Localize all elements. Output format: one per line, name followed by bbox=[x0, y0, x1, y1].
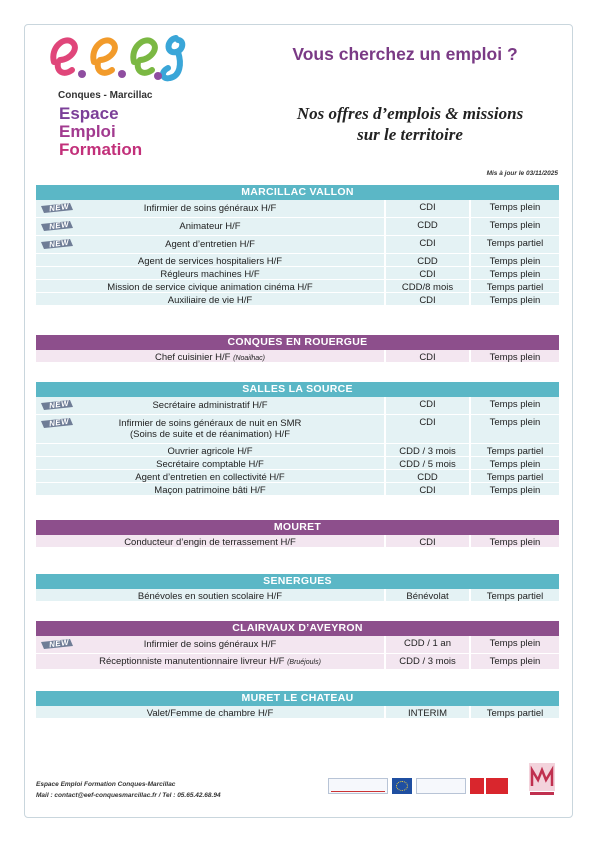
job-title-text bbox=[138, 256, 282, 267]
job-title bbox=[99, 656, 321, 668]
work-schedule: Temps partiel bbox=[469, 470, 559, 482]
contract-type: CDD bbox=[384, 254, 469, 266]
page-title: Vous cherchez un emploi ? bbox=[292, 44, 518, 64]
work-schedule: Temps plein bbox=[469, 267, 559, 279]
work-schedule: Temps plein bbox=[469, 200, 559, 217]
job-title-label: Auxiliaire de vie H/F bbox=[167, 295, 253, 306]
job-title-cell bbox=[36, 483, 384, 495]
region-flag-icon bbox=[470, 778, 484, 794]
job-title-cell bbox=[36, 415, 384, 443]
new-badge-label: NEW bbox=[48, 416, 70, 429]
work-schedule: Temps plein bbox=[469, 636, 559, 653]
job-title-label: Agent de services hospitaliers H/F bbox=[137, 256, 283, 267]
job-title bbox=[144, 639, 277, 650]
new-badge-icon bbox=[40, 399, 74, 410]
new-badge-label: NEW bbox=[48, 237, 70, 250]
work-schedule: Temps partiel bbox=[469, 706, 559, 718]
footer-org: Espace Emploi Formation Conques-Marcillac bbox=[36, 781, 176, 788]
work-schedule: Temps plein bbox=[469, 293, 559, 305]
job-title-label: Secrétaire comptable H/F bbox=[156, 459, 264, 470]
contract-type: CDI bbox=[384, 535, 469, 547]
job-row[interactable] bbox=[36, 636, 559, 654]
footer-contact bbox=[36, 779, 221, 801]
job-title bbox=[154, 485, 265, 496]
contract-type: CDD / 3 mois bbox=[384, 444, 469, 456]
job-title-cell bbox=[36, 535, 384, 547]
job-title-text bbox=[138, 591, 282, 602]
job-title bbox=[138, 256, 282, 267]
contract-type: CDD/8 mois bbox=[384, 280, 469, 292]
job-title bbox=[160, 269, 259, 280]
job-row[interactable] bbox=[36, 706, 559, 719]
job-title bbox=[152, 400, 267, 411]
job-title-cell bbox=[36, 218, 384, 235]
job-title-cell bbox=[36, 397, 384, 414]
section-heading: MOURET bbox=[36, 520, 559, 535]
job-row[interactable] bbox=[36, 293, 559, 306]
new-badge-icon bbox=[40, 238, 74, 249]
job-title-text bbox=[155, 352, 265, 364]
job-title-cell bbox=[36, 589, 384, 601]
job-title-text bbox=[144, 203, 277, 214]
job-title-text bbox=[147, 708, 274, 719]
job-title-cell bbox=[36, 654, 384, 669]
contract-type: INTERIM bbox=[384, 706, 469, 718]
job-title-label: Réceptionniste manutentionnaire livreur H/F bbox=[99, 656, 285, 667]
job-title-cell bbox=[36, 350, 384, 362]
work-schedule: Temps plein bbox=[469, 254, 559, 266]
job-row[interactable] bbox=[36, 236, 559, 254]
new-badge-label: NEW bbox=[48, 637, 70, 650]
partner-logo-5 bbox=[486, 778, 508, 794]
section-mouret bbox=[36, 520, 559, 548]
job-title-cell bbox=[36, 254, 384, 266]
work-schedule: Temps plein bbox=[469, 457, 559, 469]
job-row[interactable] bbox=[36, 415, 559, 444]
footer-mail-tel: Mail : contact@eef-conquesmarcillac.fr / Tel : 05.65.42.68.94 bbox=[36, 792, 221, 799]
job-row[interactable] bbox=[36, 444, 559, 457]
job-title-text bbox=[135, 472, 284, 483]
contract-type: CDD / 1 an bbox=[384, 636, 469, 653]
job-row[interactable] bbox=[36, 200, 559, 218]
job-title bbox=[168, 446, 253, 457]
logo-word-emploi: Emploi bbox=[59, 122, 116, 141]
subtitle-line-1: Nos offres d’emplois & missions bbox=[296, 104, 524, 123]
job-row[interactable] bbox=[36, 267, 559, 280]
work-schedule: Temps plein bbox=[469, 535, 559, 547]
job-row[interactable] bbox=[36, 654, 559, 670]
job-title bbox=[135, 472, 284, 483]
job-title-cell bbox=[36, 267, 384, 279]
partner-logo-3 bbox=[416, 778, 466, 794]
job-title-text bbox=[144, 639, 277, 650]
job-title-cell bbox=[36, 706, 384, 718]
job-row[interactable] bbox=[36, 535, 559, 548]
job-title-line-2: (Soins de suite et de réanimation) H/F bbox=[130, 429, 290, 440]
job-title bbox=[119, 418, 302, 440]
contract-type: CDD / 5 mois bbox=[384, 457, 469, 469]
job-row[interactable] bbox=[36, 218, 559, 236]
job-title-label: Bénévoles en soutien scolaire H/F bbox=[137, 591, 283, 602]
job-row[interactable] bbox=[36, 397, 559, 415]
work-schedule: Temps plein bbox=[469, 483, 559, 495]
job-title bbox=[165, 239, 255, 250]
section-heading: MURET LE CHATEAU bbox=[36, 691, 559, 706]
job-row[interactable] bbox=[36, 254, 559, 267]
contract-type: CDI bbox=[384, 397, 469, 414]
job-title-label: Ouvrier agricole H/F bbox=[167, 446, 253, 457]
job-row[interactable] bbox=[36, 457, 559, 470]
job-title-cell bbox=[36, 280, 384, 292]
section-clairvaux-d-aveyron bbox=[36, 621, 559, 670]
job-title-text bbox=[168, 446, 253, 457]
job-title-text bbox=[179, 221, 240, 232]
contract-type: Bénévolat bbox=[384, 589, 469, 601]
job-title bbox=[155, 352, 265, 364]
job-row[interactable] bbox=[36, 483, 559, 496]
section-heading: SALLES LA SOURCE bbox=[36, 382, 559, 397]
eu-flag-icon bbox=[392, 778, 412, 794]
section-heading: SENERGUES bbox=[36, 574, 559, 589]
new-badge-label: NEW bbox=[48, 219, 70, 232]
job-location-note: (Noailhac) bbox=[233, 355, 266, 362]
contract-type: CDI bbox=[384, 200, 469, 217]
job-title-label: Infirmier de soins généraux H/F bbox=[143, 203, 277, 214]
work-schedule: Temps partiel bbox=[469, 589, 559, 601]
job-title bbox=[147, 708, 274, 719]
partner-logo-1 bbox=[328, 778, 388, 794]
job-title-text bbox=[156, 459, 264, 470]
job-title bbox=[179, 221, 240, 232]
job-title bbox=[138, 591, 282, 602]
job-title-text bbox=[152, 400, 267, 411]
job-title-label: Agent d’entretien en collectivité H/F bbox=[135, 472, 285, 483]
job-title-cell bbox=[36, 293, 384, 305]
logo-word-espace: Espace bbox=[59, 104, 119, 123]
job-location-note: (Bruéjouls) bbox=[287, 659, 321, 666]
new-badge-icon bbox=[40, 417, 74, 428]
eef-logo-mark bbox=[46, 32, 196, 84]
eef-logo bbox=[46, 32, 206, 162]
job-title-text bbox=[107, 282, 312, 293]
contract-type: CDD / 3 mois bbox=[384, 654, 469, 669]
job-title bbox=[144, 203, 277, 214]
job-row[interactable] bbox=[36, 470, 559, 483]
contract-type: CDI bbox=[384, 236, 469, 253]
job-title-cell bbox=[36, 457, 384, 469]
job-row[interactable] bbox=[36, 280, 559, 293]
logo-city: Conques - Marcillac bbox=[58, 90, 153, 101]
job-title-text bbox=[119, 418, 302, 429]
job-title-cell bbox=[36, 236, 384, 253]
job-title bbox=[156, 459, 264, 470]
work-schedule: Temps plein bbox=[469, 350, 559, 362]
contract-type: CDD bbox=[384, 218, 469, 235]
job-title-cell bbox=[36, 444, 384, 456]
update-date: Mis à jour le 03/11/2025 bbox=[486, 170, 558, 177]
new-badge-icon bbox=[40, 638, 74, 649]
section-heading: MARCILLAC VALLON bbox=[36, 185, 559, 200]
job-title-label: Mission de service civique animation cinéma H/F bbox=[107, 282, 313, 293]
work-schedule: Temps plein bbox=[469, 415, 559, 443]
new-badge-label: NEW bbox=[48, 398, 70, 411]
contract-type: CDI bbox=[384, 483, 469, 495]
work-schedule: Temps partiel bbox=[469, 236, 559, 253]
job-title-label: Animateur H/F bbox=[179, 221, 241, 232]
page-subtitle bbox=[240, 103, 580, 145]
contract-type: CDI bbox=[384, 267, 469, 279]
job-title-cell bbox=[36, 470, 384, 482]
job-title bbox=[107, 282, 312, 293]
section-conques-en-rouergue bbox=[36, 335, 559, 363]
job-title-text bbox=[154, 485, 265, 496]
section-heading: CONQUES EN ROUERGUE bbox=[36, 335, 559, 350]
work-schedule: Temps plein bbox=[469, 654, 559, 669]
section-heading: CLAIRVAUX D’AVEYRON bbox=[36, 621, 559, 636]
job-title-label: Secrétaire administratif H/F bbox=[152, 400, 268, 411]
job-title-label: Valet/Femme de chambre H/F bbox=[146, 708, 274, 719]
job-title-cell bbox=[36, 636, 384, 653]
contract-type: CDI bbox=[384, 293, 469, 305]
job-title-text bbox=[99, 656, 321, 668]
job-title bbox=[168, 295, 252, 306]
section-salles-la-source bbox=[36, 382, 559, 496]
job-title-label: Conducteur d’engin de terrassement H/F bbox=[124, 537, 296, 548]
job-row[interactable] bbox=[36, 350, 559, 363]
work-schedule: Temps partiel bbox=[469, 280, 559, 292]
job-title-cell bbox=[36, 200, 384, 217]
section-senergues bbox=[36, 574, 559, 602]
job-title-text bbox=[165, 239, 255, 250]
job-title-text bbox=[168, 295, 252, 306]
work-schedule: Temps plein bbox=[469, 397, 559, 414]
work-schedule: Temps plein bbox=[469, 218, 559, 235]
job-title-label: Chef cuisinier H/F bbox=[154, 352, 231, 363]
conques-marcillac-logo bbox=[528, 762, 556, 796]
section-marcillac-vallon bbox=[36, 185, 559, 306]
job-title-label: Infirmier de soins généraux H/F bbox=[143, 639, 277, 650]
contract-type: CDI bbox=[384, 415, 469, 443]
job-row[interactable] bbox=[36, 589, 559, 602]
job-title-text bbox=[160, 269, 259, 280]
job-title-label: Infirmier de soins généraux de nuit en SMR bbox=[118, 418, 302, 429]
new-badge-label: NEW bbox=[48, 201, 70, 214]
logo-word-formation: Formation bbox=[59, 140, 143, 159]
section-muret-le-chateau bbox=[36, 691, 559, 719]
job-title-label: Maçon patrimoine bâti H/F bbox=[154, 485, 266, 496]
job-title-label: Agent d’entretien H/F bbox=[165, 239, 255, 250]
partner-logos bbox=[328, 778, 508, 796]
job-title bbox=[124, 537, 296, 548]
contract-type: CDI bbox=[384, 350, 469, 362]
contract-type: CDD bbox=[384, 470, 469, 482]
subtitle-line-2: sur le territoire bbox=[357, 125, 463, 144]
work-schedule: Temps partiel bbox=[469, 444, 559, 456]
job-title-label: Régleurs machines H/F bbox=[160, 269, 260, 280]
job-title-text bbox=[124, 537, 296, 548]
new-badge-icon bbox=[40, 220, 74, 231]
new-badge-icon bbox=[40, 202, 74, 213]
